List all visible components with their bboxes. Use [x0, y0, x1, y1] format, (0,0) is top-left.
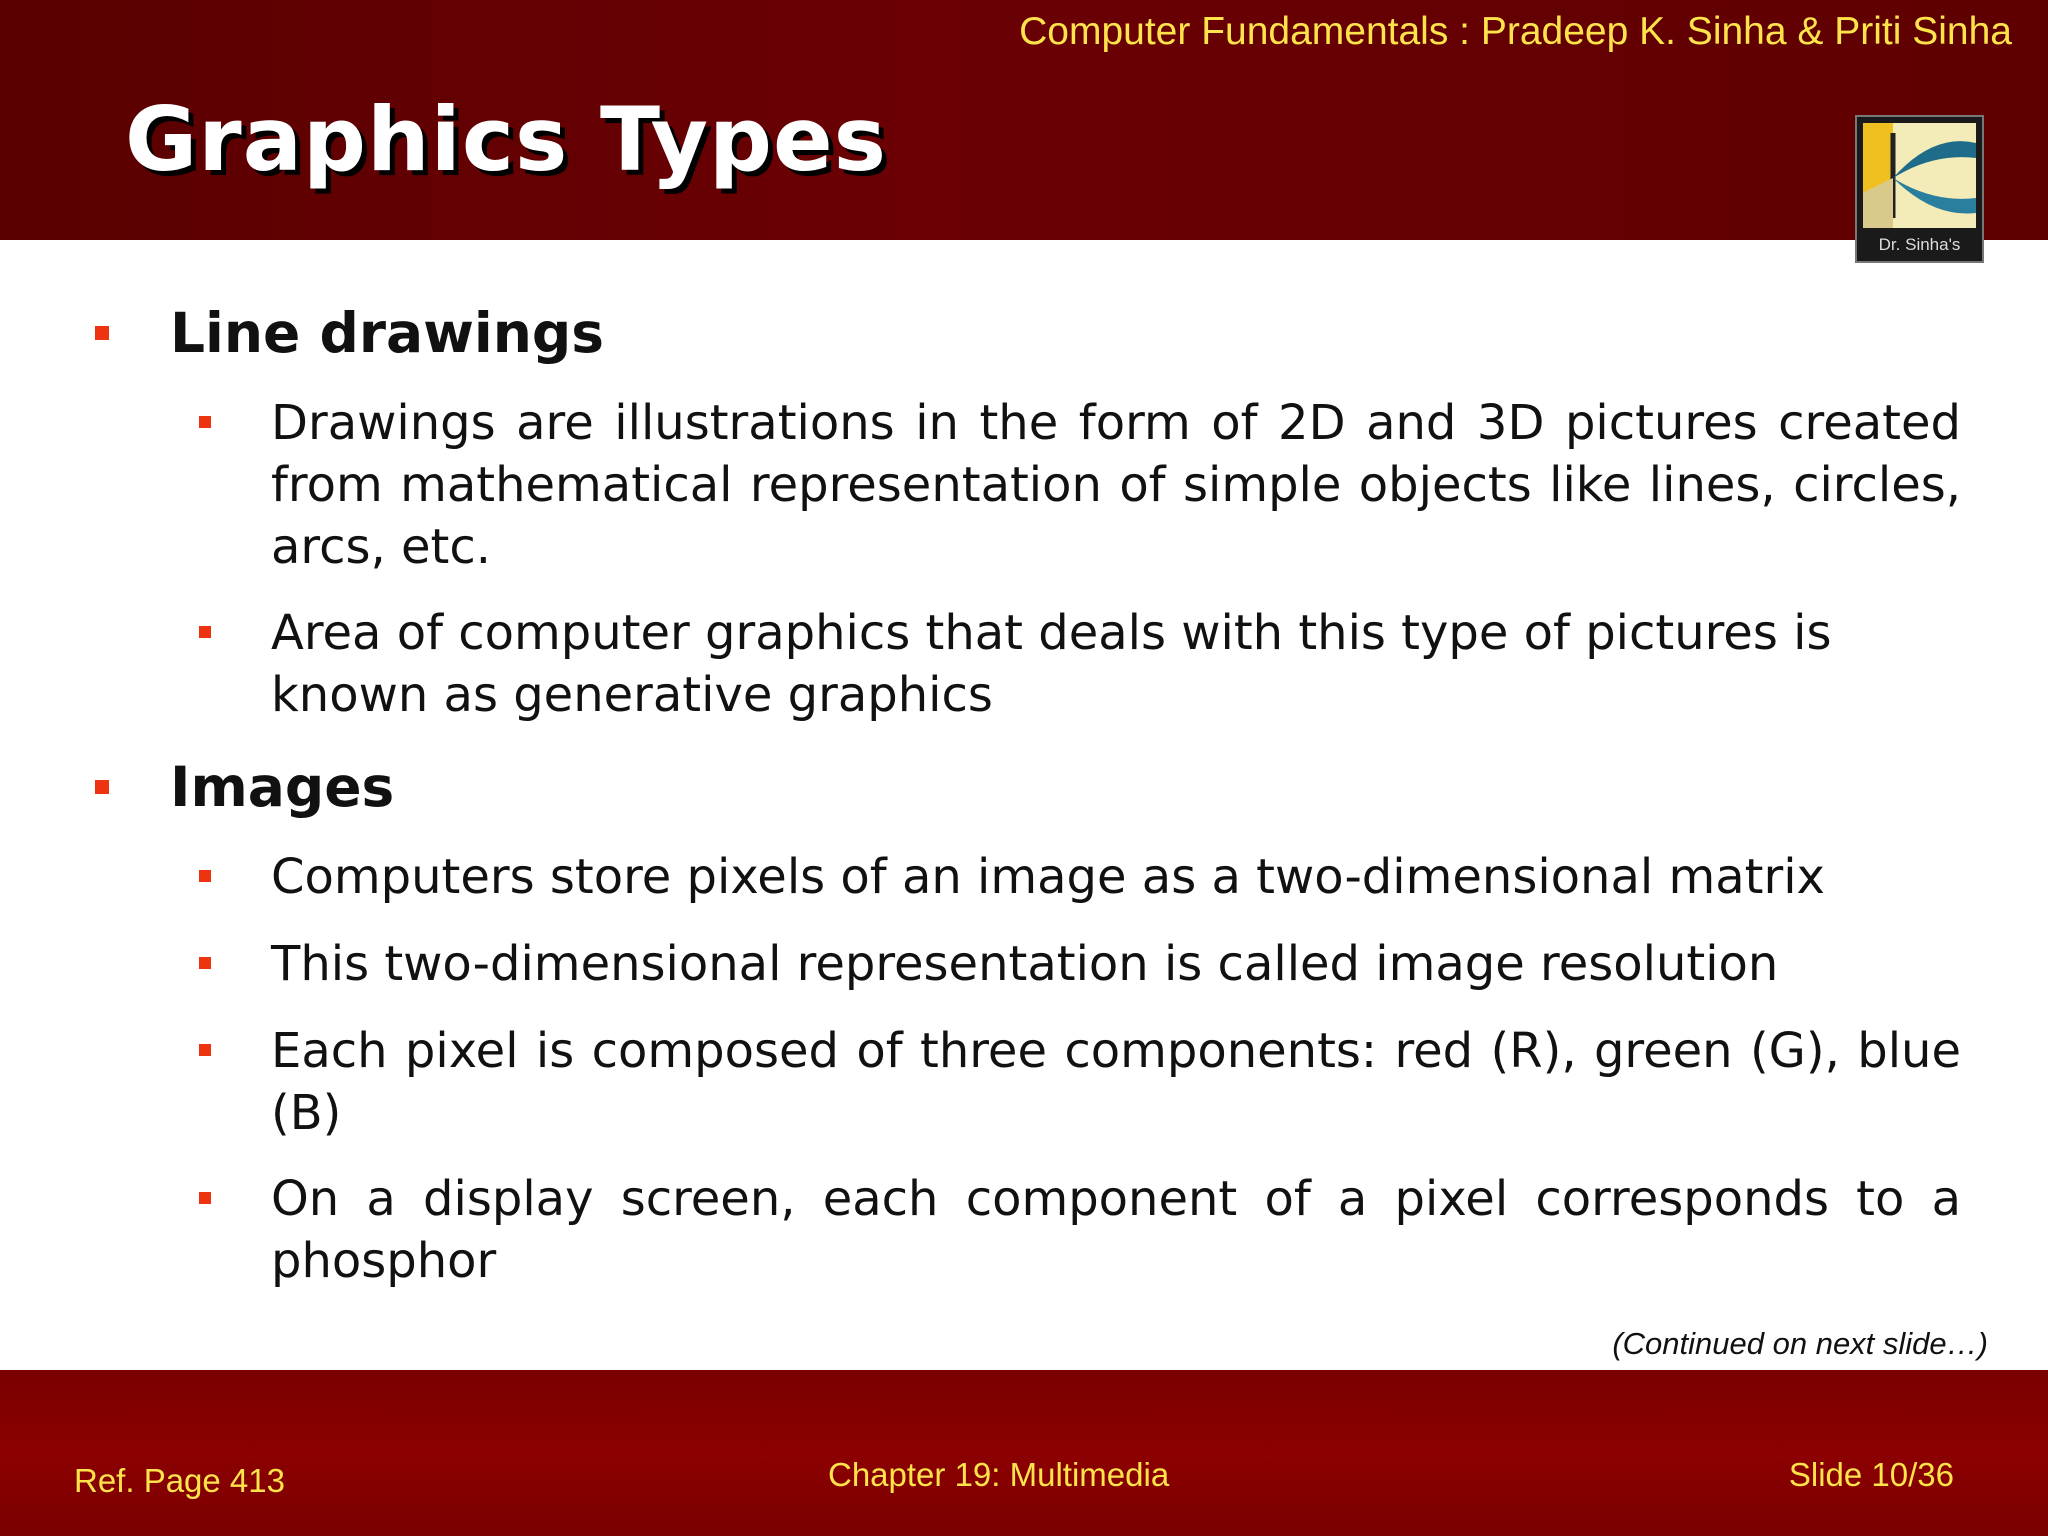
bullet-square-icon [199, 626, 211, 638]
point-pixel-matrix: Computers store pixels of an image as a two-dimensional matrix [271, 849, 1825, 905]
slide-body [0, 240, 2048, 1370]
section-heading-line-drawings: Line drawings [170, 301, 605, 365]
bullet-square-icon [95, 780, 109, 794]
bullet-square-icon [199, 957, 211, 969]
bullet-square-icon [199, 1192, 211, 1204]
ref-page: Ref. Page 413 [74, 1462, 285, 1499]
bullet-square-icon [95, 326, 109, 340]
bullet-square-icon [199, 870, 211, 882]
point-phosphor: On a display screen, each component of a pixel corresponds to a phosphor [271, 1171, 1961, 1289]
chapter-label: Chapter 19: Multimedia [828, 1456, 1170, 1493]
point-rgb-components: Each pixel is composed of three components: red (R), green (G), blue (B) [271, 1023, 1961, 1141]
bullet-square-icon [199, 416, 211, 428]
point-image-resolution: This two-dimensional representation is called image resolution [271, 936, 1779, 992]
logo-emblem-icon [1863, 123, 1976, 228]
point-drawings-definition: Drawings are illustrations in the form of 2D and 3D pictures created from mathematical representation of simple objects like lines, circles, arcs, etc. [271, 395, 1961, 575]
slide-header [0, 0, 2048, 240]
slide-footer [0, 1370, 2048, 1536]
logo-label: Dr. Sinha's [1878, 235, 1961, 254]
slide-number: Slide 10/36 [1788, 1456, 1954, 1493]
bullet-square-icon [199, 1044, 211, 1056]
continued-note: (Continued on next slide…) [1612, 1326, 1988, 1361]
book-credit: Computer Fundamentals : Pradeep K. Sinha & Priti Sinha [1019, 10, 2012, 53]
slide-title: Graphics Types [125, 88, 887, 191]
section-heading-images: Images [170, 755, 395, 819]
point-generative-graphics: Area of computer graphics that deals with this type of pictures is known as generative graphics [271, 605, 1832, 723]
